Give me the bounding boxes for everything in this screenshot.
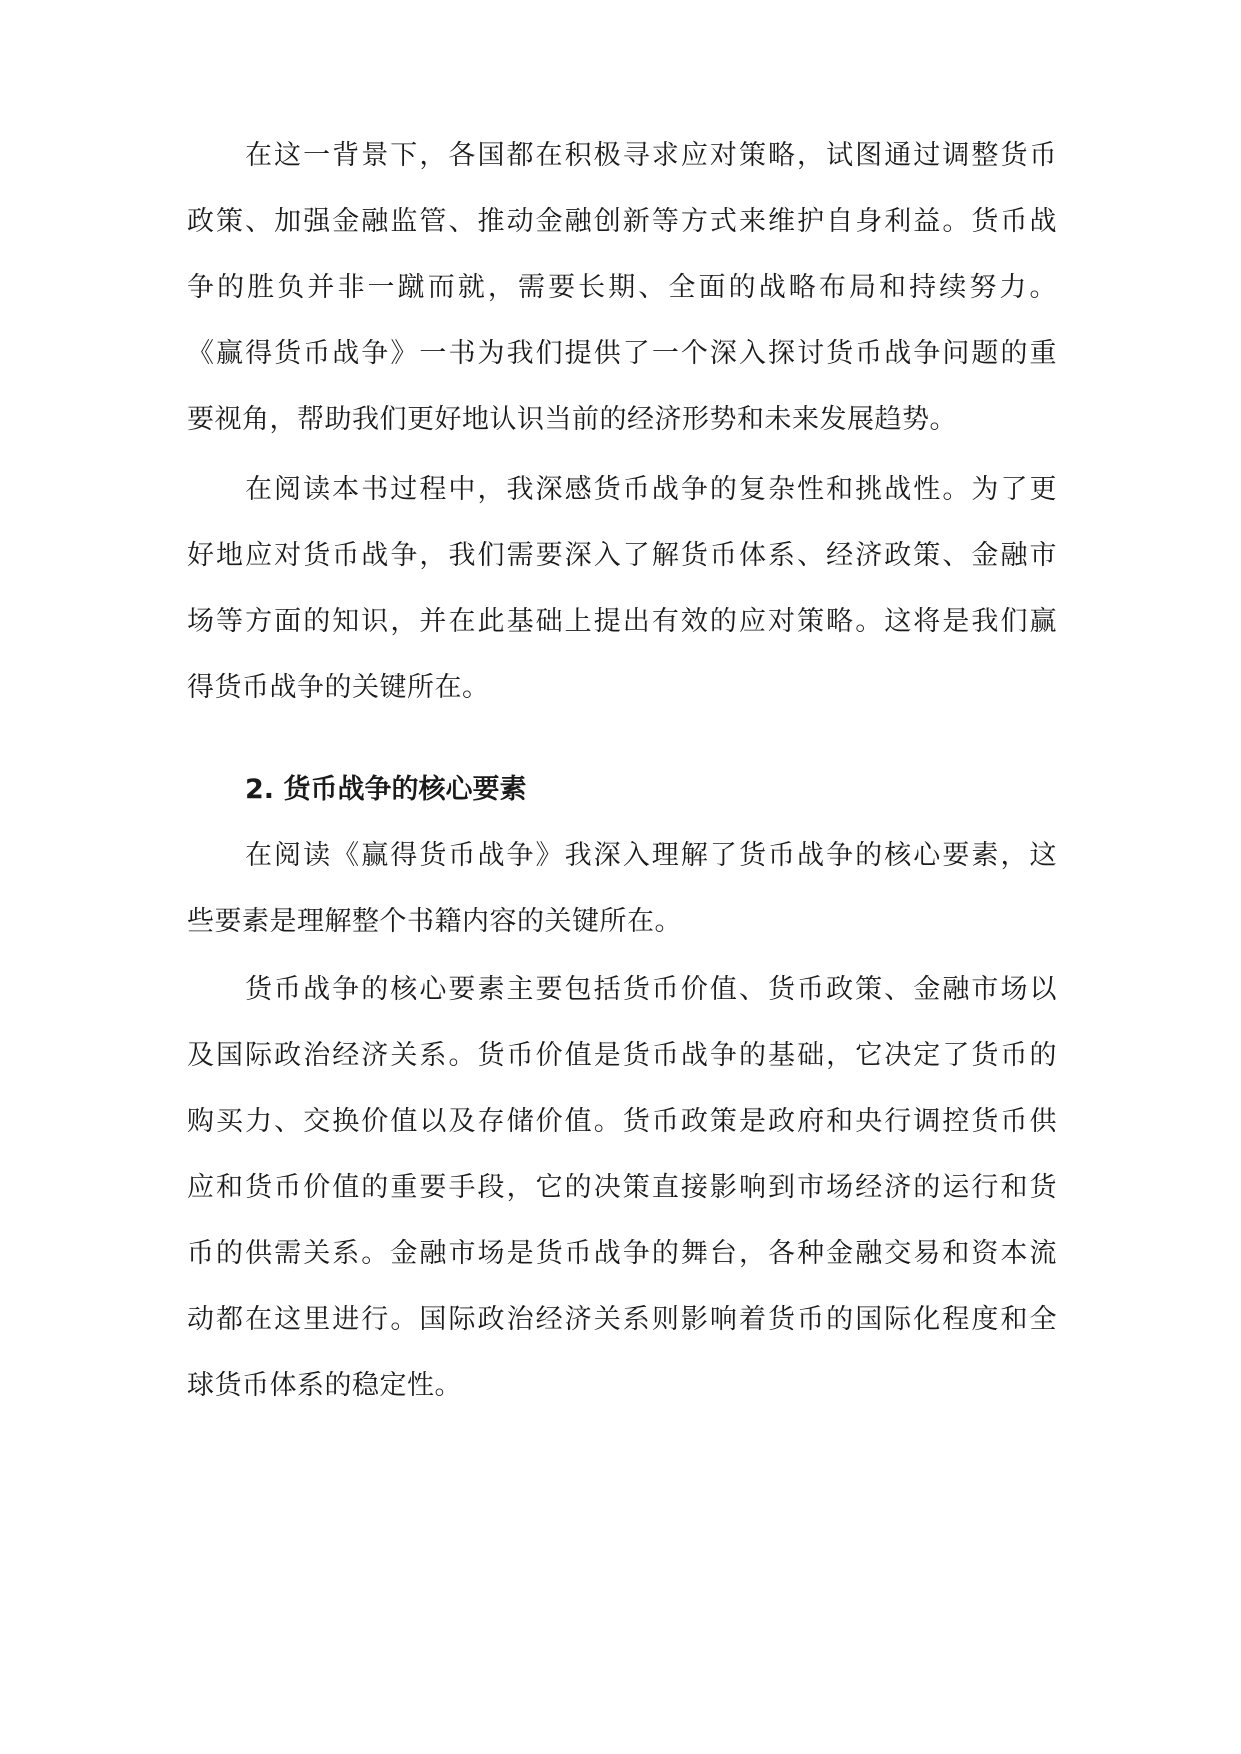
section-paragraph-2-line-4: 应和货币价值的重要手段，它的决策直接影响到市场经济的运行和货 (187, 1172, 1057, 1203)
paragraph-1-line-5: 要视角，帮助我们更好地认识当前的经济形势和未来发展趋势。 (187, 404, 957, 435)
section-paragraph-2-line-5: 币的供需关系。金融市场是货币战争的舞台，各种金融交易和资本流 (187, 1238, 1057, 1269)
section-paragraph-1-line-2: 些要素是理解整个书籍内容的关键所在。 (187, 906, 682, 937)
section-paragraph-2-line-3: 购买力、交换价值以及存储价值。货币政策是政府和央行调控货币供 (187, 1106, 1057, 1137)
paragraph-1-line-1: 在这一背景下，各国都在积极寻求应对策略，试图通过调整货币 (245, 140, 1057, 171)
section-paragraph-2-line-2: 及国际政治经济关系。货币价值是货币战争的基础，它决定了货币的 (187, 1040, 1057, 1071)
section-heading: 2. 货币战争的核心要素 (245, 774, 527, 805)
paragraph-1-line-3: 争的胜负并非一蹴而就，需要长期、全面的战略布局和持续努力。 (187, 272, 1057, 303)
section-paragraph-1-line-1: 在阅读《赢得货币战争》我深入理解了货币战争的核心要素，这 (245, 840, 1057, 871)
section-paragraph-2-line-7: 球货币体系的稳定性。 (187, 1370, 462, 1401)
paragraph-1-line-2: 政策、加强金融监管、推动金融创新等方式来维护自身利益。货币战 (187, 206, 1057, 237)
section-paragraph-2-line-1: 货币战争的核心要素主要包括货币价值、货币政策、金融市场以 (245, 974, 1057, 1005)
paragraph-2-line-4: 得货币战争的关键所在。 (187, 672, 490, 703)
paragraph-2-line-1: 在阅读本书过程中，我深感货币战争的复杂性和挑战性。为了更 (245, 474, 1057, 505)
section-paragraph-2-line-6: 动都在这里进行。国际政治经济关系则影响着货币的国际化程度和全 (187, 1304, 1057, 1335)
paragraph-2-line-2: 好地应对货币战争，我们需要深入了解货币体系、经济政策、金融市 (187, 540, 1057, 571)
paragraph-1-line-4: 《赢得货币战争》一书为我们提供了一个深入探讨货币战争问题的重 (187, 338, 1057, 369)
paragraph-2-line-3: 场等方面的知识，并在此基础上提出有效的应对策略。这将是我们赢 (187, 606, 1057, 637)
